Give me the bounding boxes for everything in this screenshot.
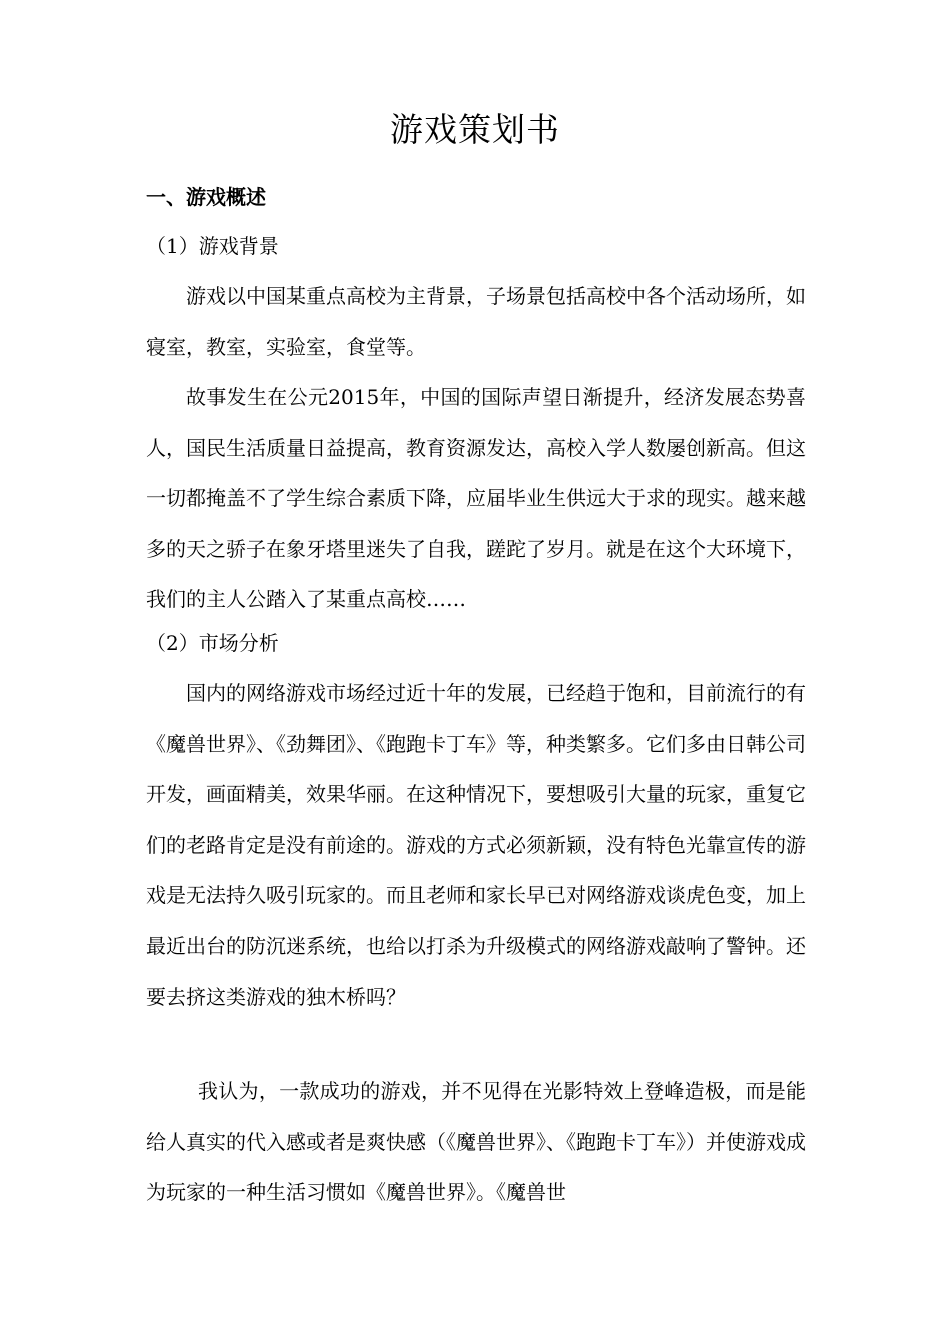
subsection-heading-market: （2）市场分析 bbox=[146, 631, 279, 655]
paragraph-background-1: 游戏以中国某重点高校为主背景，子场景包括高校中各个活动场所，如寝室，教室，实验室，食堂等。 bbox=[146, 284, 806, 359]
subsection-heading-background: （1）游戏背景 bbox=[146, 234, 279, 258]
document-title: 游戏策划书 bbox=[390, 110, 560, 149]
paragraph-market-2: 我认为，一款成功的游戏，并不见得在光影特效上登峰造极，而是能给人真实的代入感或者是爽快感（《魔兽世界》、《跑跑卡丁车》）并使游戏成为玩家的一种生活习惯如《魔兽世界》。《魔兽世 bbox=[146, 1079, 806, 1205]
paragraph-background-2: 故事发生在公元2015年，中国的国际声望日渐提升，经济发展态势喜人，国民生活质量日益提高，教育资源发达，高校入学人数屡创新高。但这一切都掩盖不了学生综合素质下降，应届毕业生供远大于求的现实。越来越多的天之骄子在象牙塔里迷失了自我，蹉跎了岁月。就是在这个大环境下，我们的主人公踏入了某重点高校…… bbox=[146, 385, 806, 612]
section-heading-overview: 一、游戏概述 bbox=[146, 185, 266, 209]
paragraph-market-1: 国内的网络游戏市场经过近十年的发展，已经趋于饱和，目前流行的有《魔兽世界》、《劲舞团》、《跑跑卡丁车》等，种类繁多。它们多由日韩公司开发，画面精美，效果华丽。在这种情况下，要想吸引大量的玩家，重复它们的老路肯定是没有前途的。游戏的方式必须新颖，没有特色光靠宣传的游戏是无法持久吸引玩家的。而且老师和家长早已对网络游戏谈虎色变，加上最近出台的防沉迷系统，也给以打杀为升级模式的网络游戏敲响了警钟。还要去挤这类游戏的独木桥吗？ bbox=[146, 681, 806, 1009]
